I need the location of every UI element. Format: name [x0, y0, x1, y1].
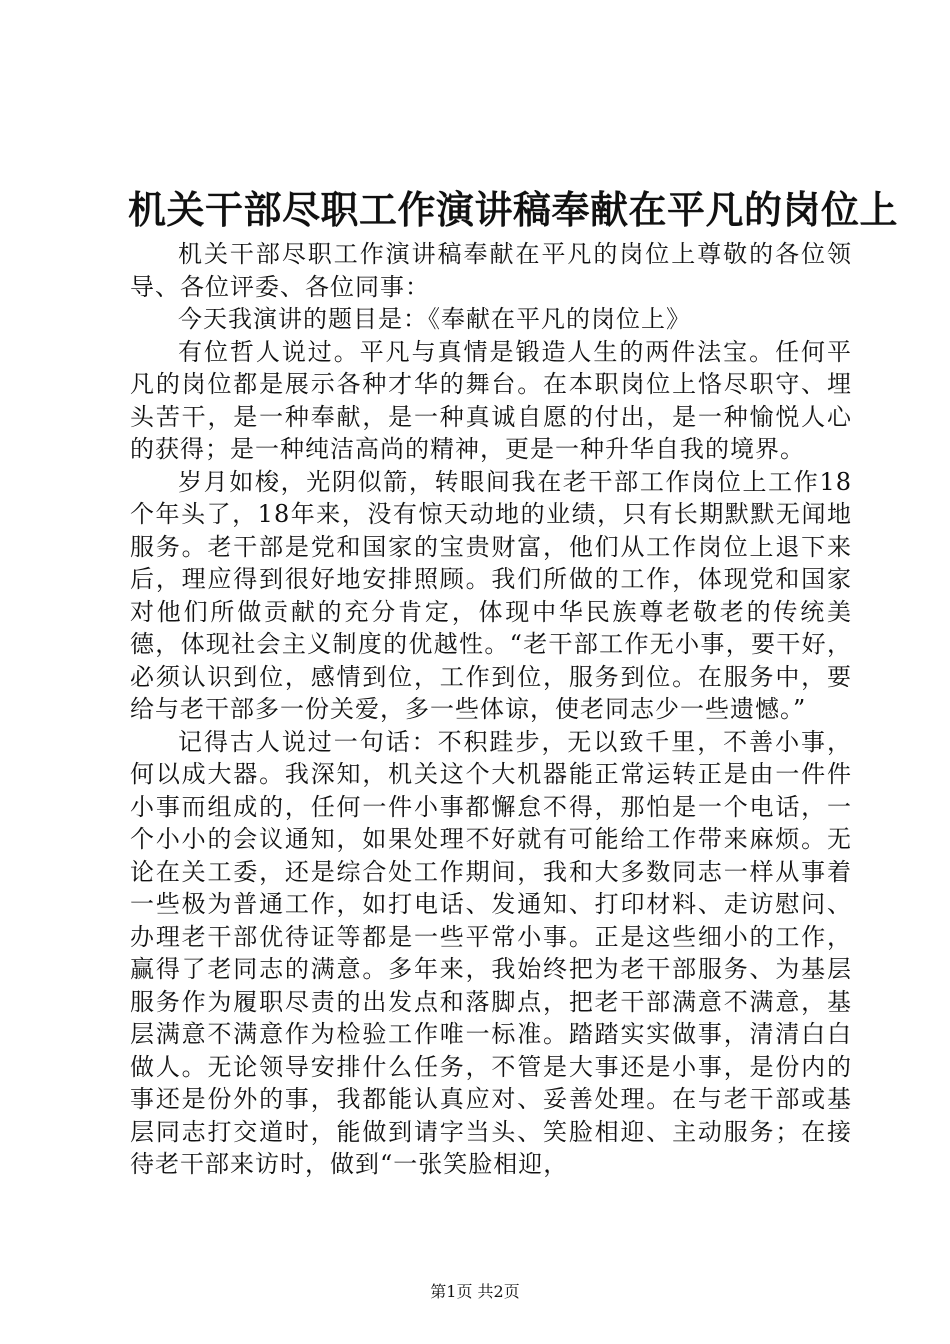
page-footer: 第1页 共2页	[430, 1282, 520, 1301]
document-title: 机关干部尽职工作演讲稿奉献在平凡的岗位上	[128, 187, 899, 232]
paragraph-greeting: 机关干部尽职工作演讲稿奉献在平凡的岗位上尊敬的各位领导、各位评委、各位同事：	[130, 240, 852, 301]
paragraph-topic: 今天我演讲的题目是：《奉献在平凡的岗位上》	[178, 305, 691, 333]
document-body	[130, 238, 852, 1181]
paragraph-years-of-service: 岁月如梭，光阴似箭，转眼间我在老干部工作岗位上工作18个年头了，18年来，没有惊天动地的业绩，只有长期默默无闻地服务。老干部是党和国家的宝贵财富，他们从工作岗位上退下来后，理应得到很好地安排照顾。我们所做的工作，体现党和国家对他们所做贡献的充分肯定，体现中华民族尊老敬老的传统美德，体现社会主义制度的优越性。“老干部工作无小事，要干好，必须认识到位，感情到位，工作到位，服务到位。在服务中，要给与老干部多一份关爱，多一些体谅，使老同志少一些遗憾。”	[130, 467, 852, 723]
paragraph-philosopher: 有位哲人说过。平凡与真情是锻造人生的两件法宝。任何平凡的岗位都是展示各种才华的舞台。在本职岗位上恪尽职守、埋头苦干，是一种奉献，是一种真诚自愿的付出，是一种愉悦人心的获得；是一种纯洁高尚的精神，更是一种升华自我的境界。	[130, 337, 852, 463]
paragraph-small-things: 记得古人说过一句话：不积跬步，无以致千里，不善小事，何以成大器。我深知，机关这个大机器能正常运转正是由一件件小事而组成的，任何一件小事都懈怠不得，那怕是一个电话，一个小小的会议通知，如果处理不好就有可能给工作带来麻烦。无论在关工委，还是综合处工作期间，我和大多数同志一样从事着一些极为普通工作，如打电话、发通知、打印材料、走访慰问、办理老干部优待证等都是一些平常小事。正是这些细小的工作，赢得了老同志的满意。多年来，我始终把为老干部服务、为基层服务作为履职尽责的出发点和落脚点，把老干部满意不满意，基层满意不满意作为检验工作唯一标准。踏踏实实做事，清清白白做人。无论领导安排什么任务，不管是大事还是小事，是份内的事还是份外的事，我都能认真应对、妥善处理。在与老干部或基层同志打交道时，能做到请字当头、笑脸相迎、主动服务；在接待老干部来访时，做到“一张笑脸相迎，	[130, 727, 852, 1178]
